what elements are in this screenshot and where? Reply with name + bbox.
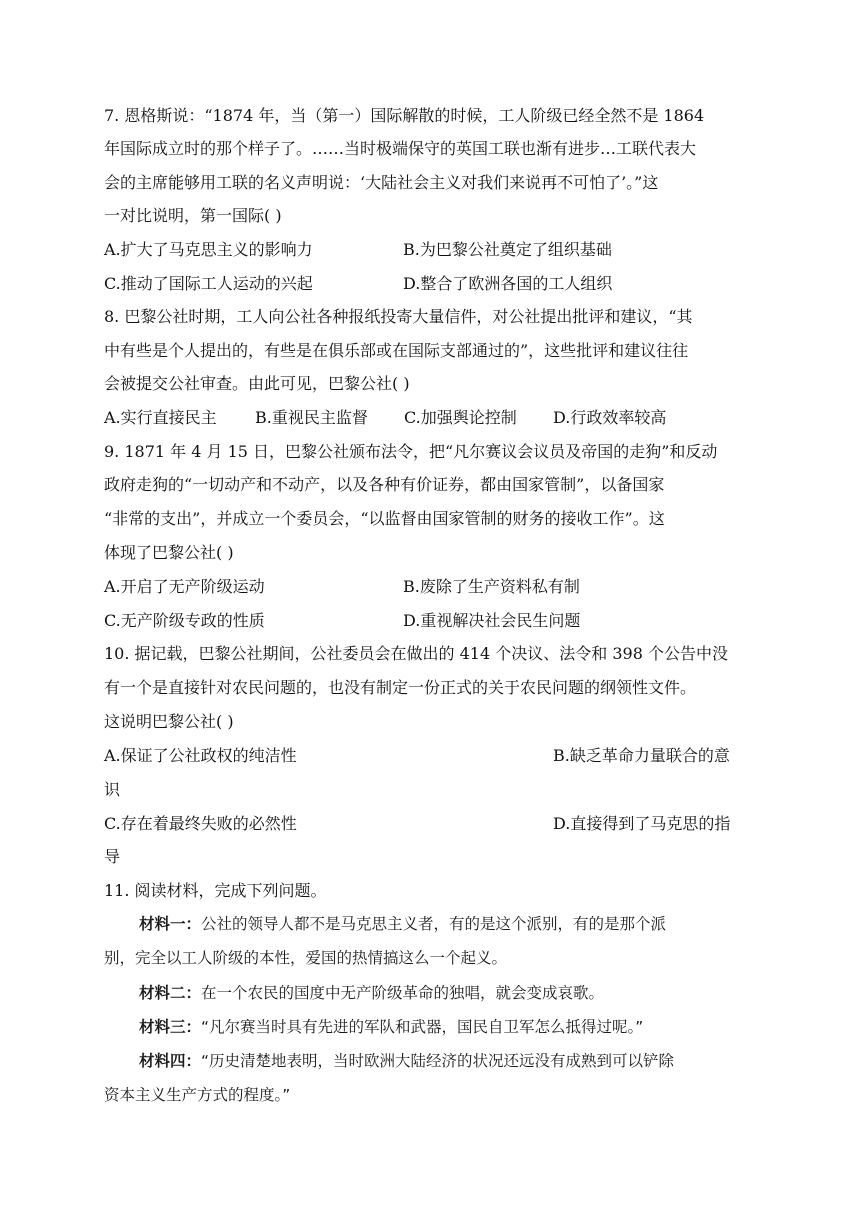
material-label: 材料四： (139, 1052, 202, 1070)
material-text: “历史清楚地表明，当时欧洲大陆经济的状况还远没有成熟到可以铲除 (201, 1052, 675, 1070)
material-text: 在一个农民的国度中无产阶级革命的独唱，就会变成哀歌。 (201, 984, 605, 1002)
q11-material-4 (139, 1051, 674, 1071)
q11-material-2 (139, 983, 604, 1003)
q7-option-b: B.为巴黎公社奠定了组织基础 (403, 240, 612, 259)
q9-stem-line-3: “非常的支出”，并成立一个委员会，“以监督由国家管制的财务的接收工作”。这 (104, 509, 665, 528)
q10-option-d: D.直接得到了马克思的指 (553, 814, 731, 833)
q10-option-d-wrap: 导 (104, 847, 121, 866)
q8-option-d: D.行政效率较高 (553, 408, 667, 427)
q9-stem-line-2: 政府走狗的“一切动产和不动产，以及各种有价证券，都由国家管制”，以备国家 (104, 475, 665, 494)
q10-option-a: A.保证了公社政权的纯洁性 (104, 746, 297, 765)
material-text: “凡尔赛当时具有先进的军队和武器，国民自卫军怎么抵得过呢。” (201, 1018, 644, 1036)
q9-option-d: D.重视解决社会民生问题 (403, 611, 581, 630)
q8-stem-line-2: 中有些是个人提出的，有些是在俱乐部或在国际支部通过的”，这些批评和建议往往 (104, 341, 689, 360)
q8-option-a: A.实行直接民主 (104, 408, 217, 427)
material-label: 材料三： (139, 1018, 202, 1036)
q7-option-d: D.整合了欧洲各国的工人组织 (403, 274, 613, 293)
q9-stem-line-1: 9. 1871 年 4 月 15 日，巴黎公社颁布法令，把“凡尔赛议会议员及帝国的走狗”和反动 (104, 442, 718, 461)
material-label: 材料二： (139, 984, 202, 1002)
q10-stem-line-2: 有一个是直接针对农民问题的，也没有制定一份正式的关于农民问题的纲领性文件。 (104, 678, 697, 697)
q10-option-b-wrap: 识 (104, 780, 121, 799)
q9-option-a: A.开启了无产阶级运动 (104, 577, 265, 596)
q11-material-1-cont: 别，完全以工人阶级的本性，爱国的热情搞这么一个起义。 (104, 949, 508, 967)
q7-stem-line-4: 一对比说明，第一国际( ) (104, 206, 282, 225)
q9-stem-line-4: 体现了巴黎公社( ) (104, 543, 234, 562)
q10-option-b: B.缺乏革命力量联合的意 (553, 746, 730, 765)
material-text: 公社的领导人都不是马克思主义者，有的是这个派别，有的是那个派 (201, 915, 667, 933)
q8-stem-line-1: 8. 巴黎公社时期，工人向公社各种报纸投寄大量信件，对公社提出批评和建议，“其 (104, 307, 693, 326)
q7-stem-line-1: 7. 恩格斯说：“1874 年，当（第一）国际解散的时候，工人阶级已经全然不是 1864 (104, 106, 705, 125)
q10-option-c: C.存在着最终失败的必然性 (104, 814, 297, 833)
q10-stem-line-1: 10. 据记载，巴黎公社期间，公社委员会在做出的 414 个决议、法令和 398 个公告中没 (104, 644, 728, 663)
q11-material-1 (139, 914, 666, 934)
q7-option-c: C.推动了国际工人运动的兴起 (104, 274, 313, 293)
q7-stem-line-3: 会的主席能够用工联的名义声明说：‘大陆社会主义对我们来说再不可怕了’。”这 (104, 173, 659, 192)
q7-option-a: A.扩大了马克思主义的影响力 (104, 240, 313, 259)
q8-stem-line-3: 会被提交公社审查。由此可见，巴黎公社( ) (104, 374, 410, 393)
q8-option-b: B.重视民主监督 (255, 408, 368, 427)
q9-option-c: C.无产阶级专政的性质 (104, 611, 265, 630)
q8-option-c: C.加强舆论控制 (404, 408, 517, 427)
q11-title: 11. 阅读材料，完成下列问题。 (104, 881, 327, 900)
q10-stem-line-3: 这说明巴黎公社( ) (104, 712, 234, 731)
q7-stem-line-2: 年国际成立时的那个样子了。……当时极端保守的英国工联也渐有进步…工联代表大 (104, 139, 697, 158)
q11-material-3 (139, 1017, 643, 1037)
q9-option-b: B.废除了生产资料私有制 (403, 577, 580, 596)
material-label: 材料一： (139, 915, 202, 933)
q11-material-4-cont: 资本主义生产方式的程度。” (104, 1086, 291, 1104)
